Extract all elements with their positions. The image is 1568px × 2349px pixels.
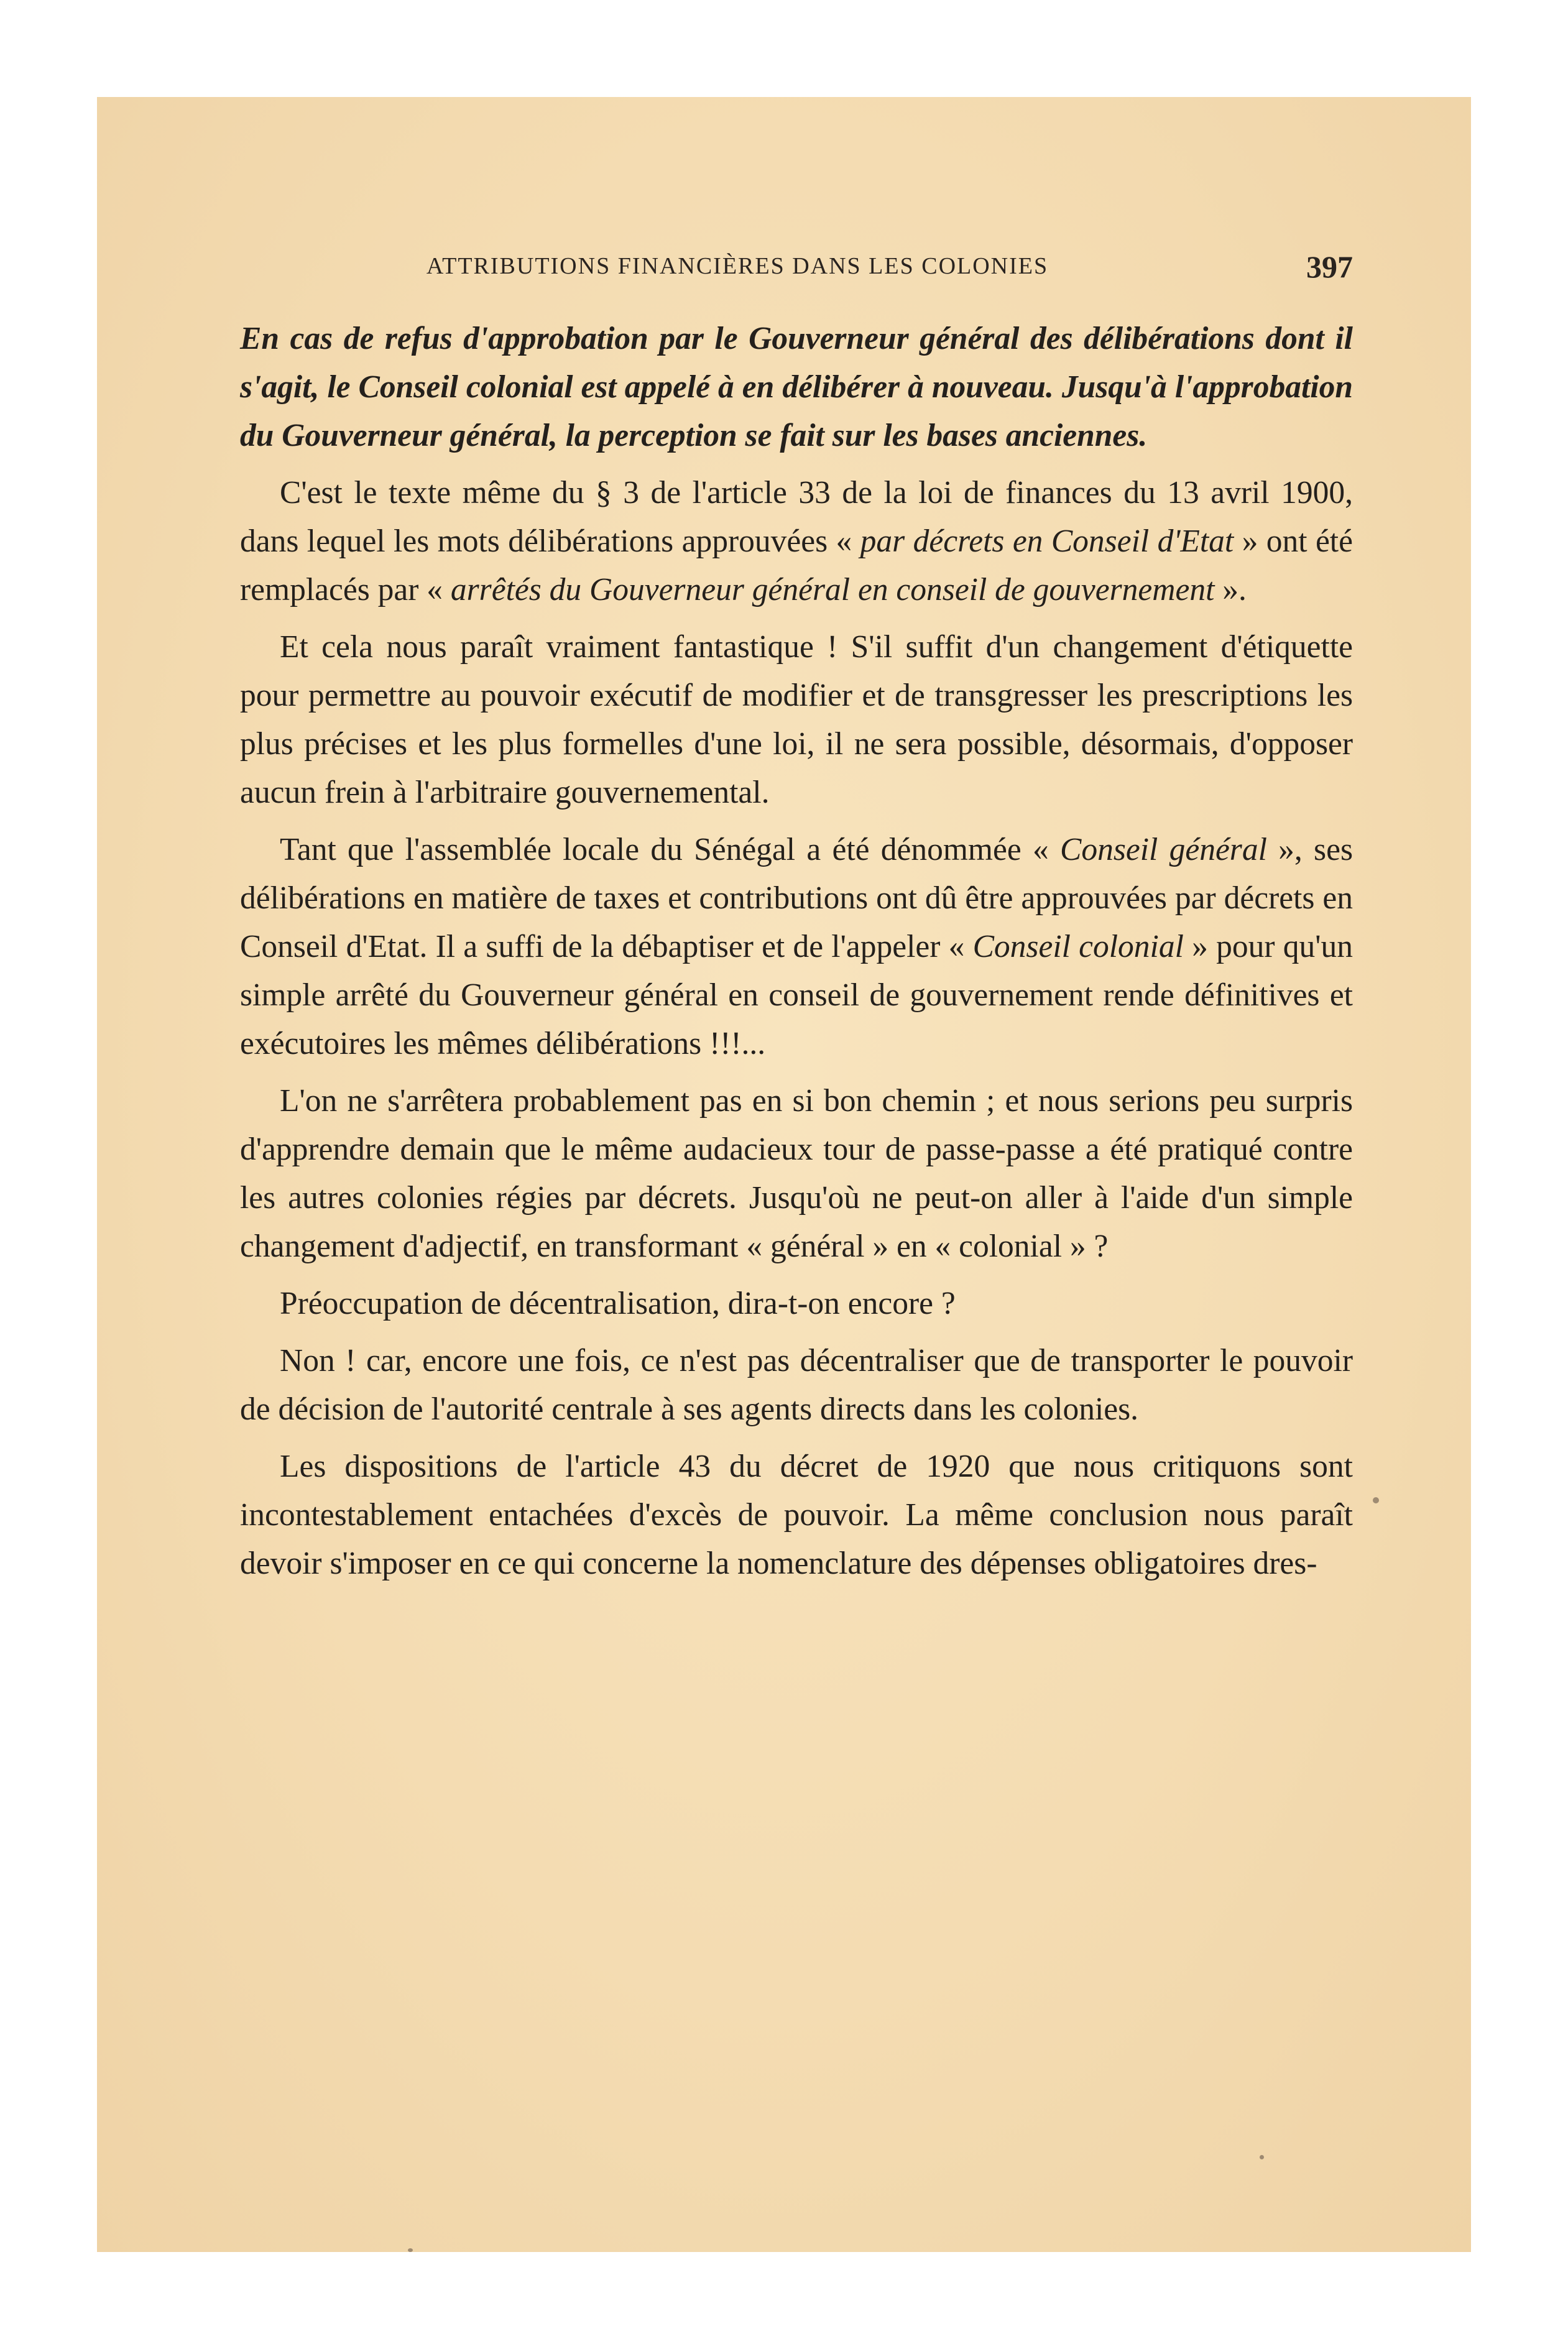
italic-quote: Conseil général — [1059, 832, 1267, 867]
paragraph-decentralisation-question: Préoccupation de décentralisation, dira-t-on encore ? — [280, 1286, 956, 1321]
paper-speck — [408, 2248, 413, 2252]
paragraph-quoted-law: En cas de refus d'approbation par le Gouverneur général des délibérations dont il s'agit, le Conseil colonial est appelé à en délibérer à nouveau. Jusqu'à l'approbation du Gouverneur général, la perception se fait sur les bases anciennes. — [240, 321, 1353, 453]
paper-speck — [1373, 1497, 1379, 1503]
page-body — [240, 315, 1353, 1597]
paragraph-fantastique: Et cela nous paraît vraiment fantastique ! S'il suffit d'un changement d'étiquette pour permettre au pouvoir exécutif de modifier et de transgresser les prescriptions les plus précises et les plus formelles d'une loi, il ne sera possible, désormais, d'opposer aucun frein à l'arbitraire gouvernemental. — [240, 629, 1353, 810]
text-run: » ont été remplacés par « — [240, 524, 1353, 607]
page-header — [240, 249, 1353, 286]
paragraph-senegal — [240, 826, 1353, 1068]
book-page — [97, 97, 1471, 2252]
italic-quote: Conseil colonial — [972, 929, 1184, 964]
italic-quote: arrêtés du Gouverneur général en conseil de gouvernement — [450, 572, 1215, 607]
text-run: » pour qu'un simple arrêté du Gouverneur général en conseil de gouvernement rende définitives et exécutoires les mêmes délibérations !!!... — [240, 929, 1353, 1061]
paragraph-non: Non ! car, encore une fois, ce n'est pas décentraliser que de transporter le pouvoir de décision de l'autorité centrale à ses agents directs dans les colonies. — [240, 1343, 1353, 1427]
paper-speck — [1260, 2155, 1264, 2159]
page-number: 397 — [1306, 249, 1353, 284]
running-title: ATTRIBUTIONS FINANCIÈRES DANS LES COLONIES — [426, 253, 1049, 279]
text-run: ». — [1214, 572, 1247, 607]
text-run: C'est le texte même du § 3 de l'article 33 de la loi de finances du 13 avril 1900, dans lequel les mots délibérations approuvées « — [240, 475, 1353, 559]
paragraph-text-comparison — [240, 469, 1353, 614]
text-run: Tant que l'assemblée locale du Sénégal a été dénommée « — [280, 832, 1060, 867]
italic-quote: par décrets en Conseil d'Etat — [860, 524, 1234, 559]
paragraph-article-43: Les dispositions de l'article 43 du décret de 1920 que nous critiquons sont incontestablement entachées d'excès de pouvoir. La même conclusion nous paraît devoir s'imposer en ce qui concerne la nomenclature des dépenses obligatoires dres- — [240, 1449, 1353, 1581]
text-run: », ses délibérations en matière de taxes et contributions ont dû être approuvées par décrets en Conseil d'Etat. Il a suffi de la débaptiser et de l'appeler « — [240, 832, 1354, 964]
paragraph-passe-passe: L'on ne s'arrêtera probablement pas en si bon chemin ; et nous serions peu surpris d'apprendre demain que le même audacieux tour de passe-passe a été pratiqué contre les autres colonies régies par décrets. Jusqu'où ne peut-on aller à l'aide d'un simple changement d'adjectif, en transformant « général » en « colonial » ? — [240, 1083, 1353, 1264]
